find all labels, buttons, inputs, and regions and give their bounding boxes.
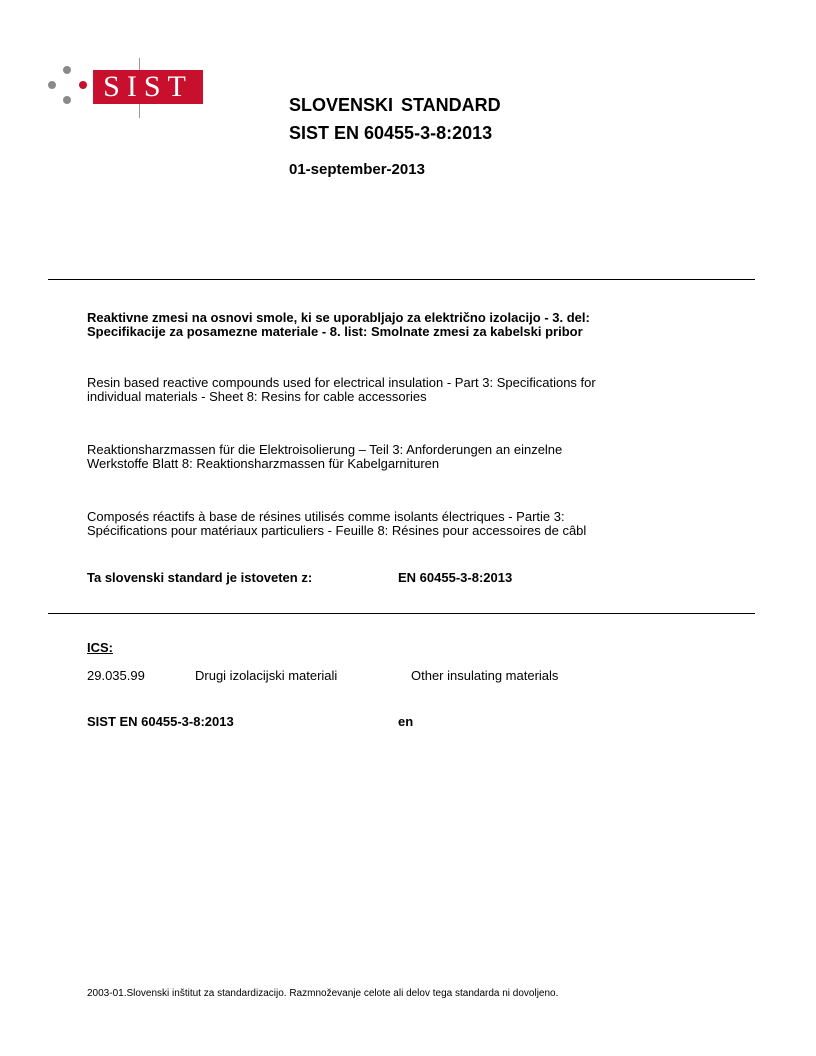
- ics-description-english: Other insulating materials: [411, 668, 559, 683]
- equivalence-label: Ta slovenski standard je istoveten z:: [87, 570, 313, 585]
- title-slovenian-line: Specifikacije za posamezne materiale - 8. list: Smolnate zmesi za kabelski pribor: [87, 324, 583, 339]
- standard-title: SLOVENSKI STANDARD: [289, 95, 501, 115]
- title-german-line: Werkstoffe Blatt 8: Reaktionsharzmassen für Kabelgarnituren: [87, 456, 440, 471]
- title-french: [87, 510, 747, 538]
- title-french-line: Spécifications pour matériaux particuliers - Feuille 8: Résines pour accessoires de câbl: [87, 523, 587, 538]
- document-id: SIST EN 60455-3-8:2013: [87, 714, 234, 729]
- title-slovenian: [87, 311, 747, 339]
- divider-top: [48, 279, 755, 280]
- logo-wordmark: SIST: [93, 70, 203, 104]
- ics-code: 29.035.99: [87, 668, 145, 683]
- copyright-footer: 2003-01.Slovenski inštitut za standardizacijo. Razmnoževanje celote ali delov tega standarda ni dovoljeno.: [87, 988, 559, 999]
- title-german: [87, 443, 747, 471]
- title-english-line: individual materials - Sheet 8: Resins for cable accessories: [87, 389, 427, 404]
- standard-number: SIST EN 60455-3-8:2013: [289, 123, 493, 143]
- ics-label: ICS:: [87, 640, 113, 655]
- logo-dot-icon: [79, 81, 87, 89]
- document-language: en: [398, 714, 414, 729]
- title-english: [87, 376, 747, 404]
- title-english-line: Resin based reactive compounds used for electrical insulation - Part 3: Specifications for: [87, 375, 596, 390]
- sist-logo: [44, 66, 214, 120]
- equivalence-value: EN 60455-3-8:2013: [398, 570, 513, 585]
- title-slovenian-line: Reaktivne zmesi na osnovi smole, ki se uporabljajo za električno izolacijo - 3. del:: [87, 310, 590, 325]
- logo-dot-icon: [63, 96, 71, 104]
- ics-description-slovenian: Drugi izolacijski materiali: [195, 668, 338, 683]
- divider-bottom: [48, 613, 755, 614]
- standard-date: 01-september-2013: [289, 161, 425, 178]
- title-french-line: Composés réactifs à base de résines utilisés comme isolants électriques - Partie 3:: [87, 509, 565, 524]
- title-german-line: Reaktionsharzmassen für die Elektroisolierung – Teil 3: Anforderungen an einzelne: [87, 442, 563, 457]
- logo-dot-icon: [48, 81, 56, 89]
- logo-dot-icon: [63, 66, 71, 74]
